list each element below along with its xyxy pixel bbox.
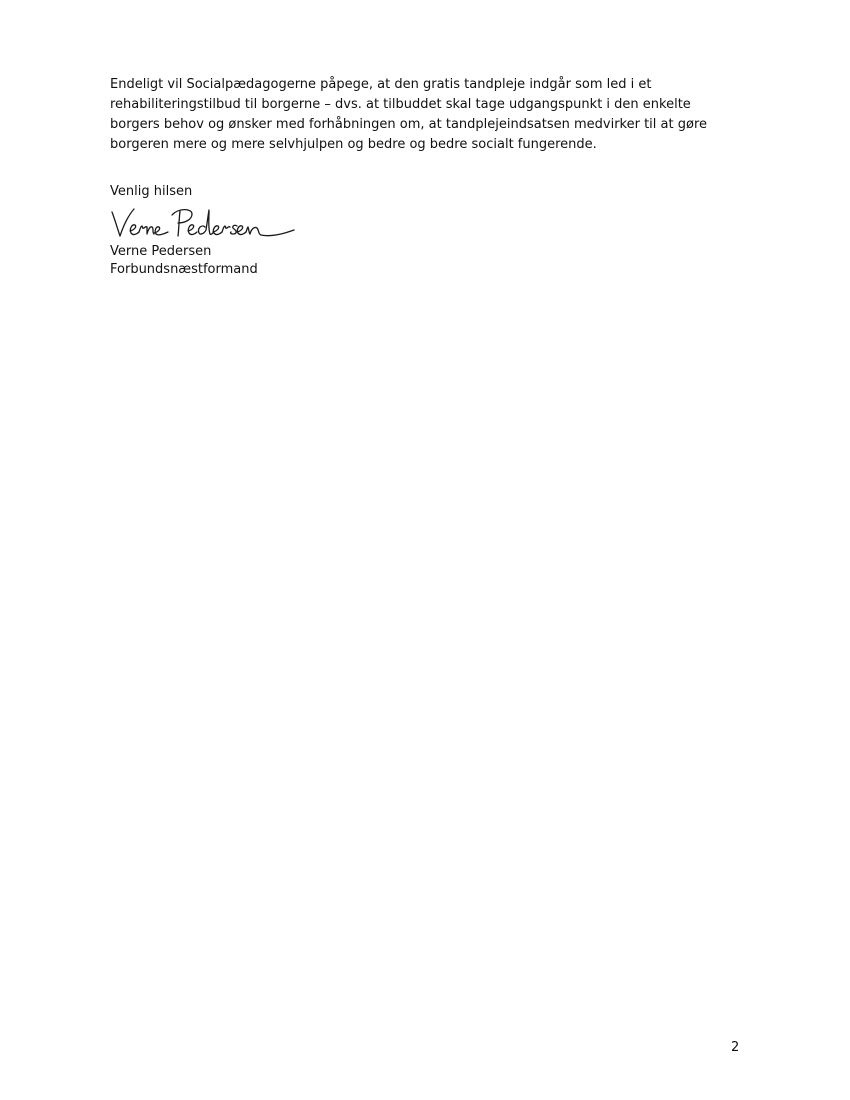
body-paragraph — [110, 75, 750, 155]
closing-salutation: Venlig hilsen — [110, 184, 193, 199]
handwritten-signature — [108, 203, 300, 243]
paragraph-line: borgeren mere og mere selvhjulpen og bedre og bedre socialt fungerende. — [110, 137, 597, 152]
paragraph-line: rehabiliteringstilbud til borgerne – dvs. at tilbuddet skal tage udgangspunkt i den enkelte — [110, 97, 691, 112]
signer-title: Forbundsnæstformand — [110, 262, 258, 277]
paragraph-line: borgers behov og ønsker med forhåbningen om, at tandplejeindsatsen medvirker til at gøre — [110, 117, 707, 132]
page-number: 2 — [731, 1040, 740, 1055]
paragraph-line: Endeligt vil Socialpædagogerne påpege, at den gratis tandpleje indgår som led i et — [110, 77, 652, 92]
signer-name: Verne Pedersen — [110, 244, 212, 259]
